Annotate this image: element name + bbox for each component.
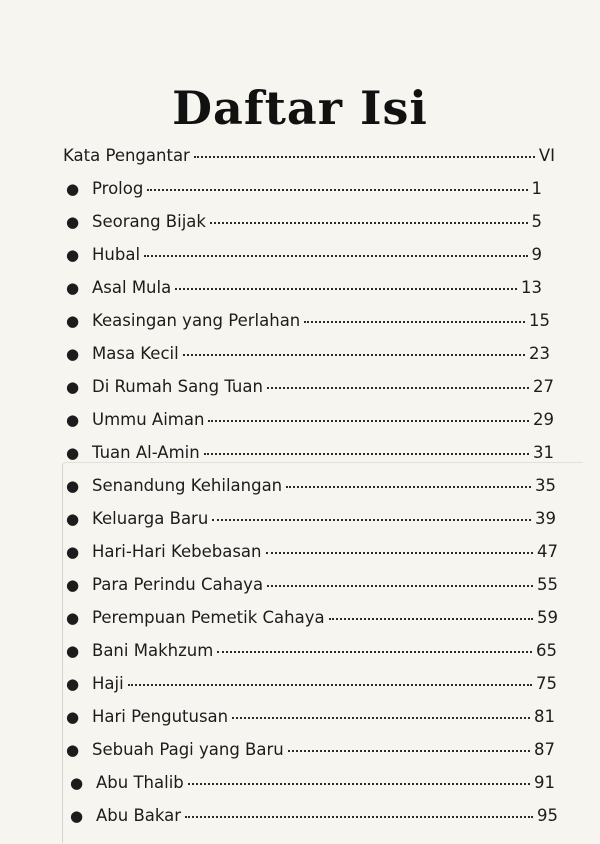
bullet-icon: ●: [66, 642, 80, 660]
toc-entry-label: Tuan Al-Amin: [92, 443, 200, 462]
toc-entry-page: 47: [537, 542, 558, 561]
toc-entry-page: 31: [533, 443, 554, 462]
bullet-icon: ●: [70, 774, 84, 792]
bullet-icon: ●: [66, 708, 80, 726]
toc-entry-label: Keluarga Baru: [92, 509, 209, 528]
toc-entry: [66, 339, 550, 369]
toc-entry-label: Perempuan Pemetik Cahaya: [92, 608, 325, 627]
leader-dots: [210, 222, 528, 224]
toc-entry-page: 29: [533, 410, 554, 429]
toc-entry: [70, 768, 555, 798]
toc-entry-page: 87: [534, 740, 555, 759]
leader-dots: [147, 189, 527, 191]
toc-entry-label: Hubal: [92, 245, 141, 264]
leader-dots: [185, 816, 533, 818]
toc-entry-page: 39: [535, 509, 556, 528]
toc-entry-page: 15: [529, 311, 550, 330]
toc-entry: [66, 570, 558, 600]
toc-entry: [66, 471, 556, 501]
toc-entry-label: Seorang Bijak: [92, 212, 206, 231]
toc-entry-page: 81: [534, 707, 555, 726]
bullet-icon: ●: [66, 444, 80, 462]
bullet-icon: ●: [66, 543, 80, 561]
leader-dots: [188, 783, 530, 785]
toc-entry: [66, 504, 556, 534]
bullet-icon: ●: [66, 741, 80, 759]
leader-dots: [232, 717, 530, 719]
bullet-icon: ●: [66, 477, 80, 495]
toc-entry: [66, 537, 558, 567]
toc-entry-label: Di Rumah Sang Tuan: [92, 377, 263, 396]
bullet-icon: ●: [66, 510, 80, 528]
toc-entry-label: Masa Kecil: [92, 344, 179, 363]
toc-entry-label: Haji: [92, 674, 124, 693]
toc-entry: [66, 240, 542, 270]
leader-dots: [144, 255, 527, 257]
toc-entry: [66, 735, 555, 765]
leader-dots: [175, 288, 517, 290]
toc-entry-intro: [63, 141, 555, 171]
bullet-icon: ●: [66, 345, 80, 363]
page-title: Daftar Isi: [172, 80, 428, 135]
bullet-icon: ●: [66, 180, 80, 198]
leader-dots: [128, 684, 532, 686]
toc-entry-page: 23: [529, 344, 550, 363]
toc-entry-label: Para Perindu Cahaya: [92, 575, 264, 594]
toc-entry-label: Ummu Aiman: [92, 410, 205, 429]
toc-entry-label: Abu Thalib: [96, 773, 184, 792]
leader-dots: [288, 750, 530, 752]
toc-entry-label: Bani Makhzum: [92, 641, 214, 660]
toc-entry-label: Prolog: [92, 179, 144, 198]
leader-dots: [217, 651, 532, 653]
leader-dots: [208, 420, 529, 422]
toc-entry-page: 55: [537, 575, 558, 594]
toc-entry-label: Kata Pengantar: [63, 146, 190, 165]
toc-entry: [66, 636, 557, 666]
bullet-icon: ●: [66, 609, 80, 627]
leader-dots: [194, 156, 535, 158]
toc-entry: [66, 603, 558, 633]
toc-entry-page: 9: [531, 245, 542, 264]
leader-dots: [183, 354, 525, 356]
toc-entry: [66, 372, 554, 402]
leader-dots: [286, 486, 531, 488]
bullet-icon: ●: [66, 576, 80, 594]
toc-entry-page: VI: [538, 146, 555, 165]
toc-entry-label: Sebuah Pagi yang Baru: [92, 740, 284, 759]
bullet-icon: ●: [66, 378, 80, 396]
toc-entry: [66, 405, 554, 435]
toc-entry-label: Hari Pengutusan: [92, 707, 229, 726]
toc-entry-page: 95: [537, 806, 558, 825]
toc-entry: [66, 273, 542, 303]
toc-entry: [66, 207, 542, 237]
bullet-icon: ●: [66, 279, 80, 297]
leader-dots: [329, 618, 533, 620]
toc-entry-page: 1: [531, 179, 542, 198]
bullet-icon: ●: [66, 411, 80, 429]
toc-entry: [66, 438, 554, 468]
toc-entry-label: Hari-Hari Kebebasan: [92, 542, 262, 561]
toc-entry: [66, 174, 542, 204]
toc-entry: [70, 801, 558, 831]
toc-entry-label: Asal Mula: [92, 278, 172, 297]
toc-entry-page: 59: [537, 608, 558, 627]
toc-entry-page: 35: [535, 476, 556, 495]
toc-entry-label: Senandung Kehilangan: [92, 476, 283, 495]
toc-entry-page: 91: [534, 773, 555, 792]
bullet-icon: ●: [66, 246, 80, 264]
toc-entry: [66, 669, 557, 699]
toc-entry-label: Abu Bakar: [96, 806, 182, 825]
leader-dots: [266, 552, 534, 554]
toc-entry-page: 27: [533, 377, 554, 396]
bullet-icon: ●: [66, 312, 80, 330]
leader-dots: [212, 519, 531, 521]
toc-entry: [66, 306, 550, 336]
toc-entry-label: Keasingan yang Perlahan: [92, 311, 301, 330]
toc-entry-page: 13: [521, 278, 542, 297]
bullet-icon: ●: [66, 213, 80, 231]
leader-dots: [304, 321, 525, 323]
toc-entry-page: 75: [536, 674, 557, 693]
leader-dots: [267, 387, 529, 389]
bullet-icon: ●: [70, 807, 84, 825]
bullet-icon: ●: [66, 675, 80, 693]
leader-dots: [267, 585, 533, 587]
toc-entry-page: 5: [531, 212, 542, 231]
toc-entry: [66, 702, 555, 732]
leader-dots: [204, 453, 529, 455]
toc-entry-page: 65: [536, 641, 557, 660]
